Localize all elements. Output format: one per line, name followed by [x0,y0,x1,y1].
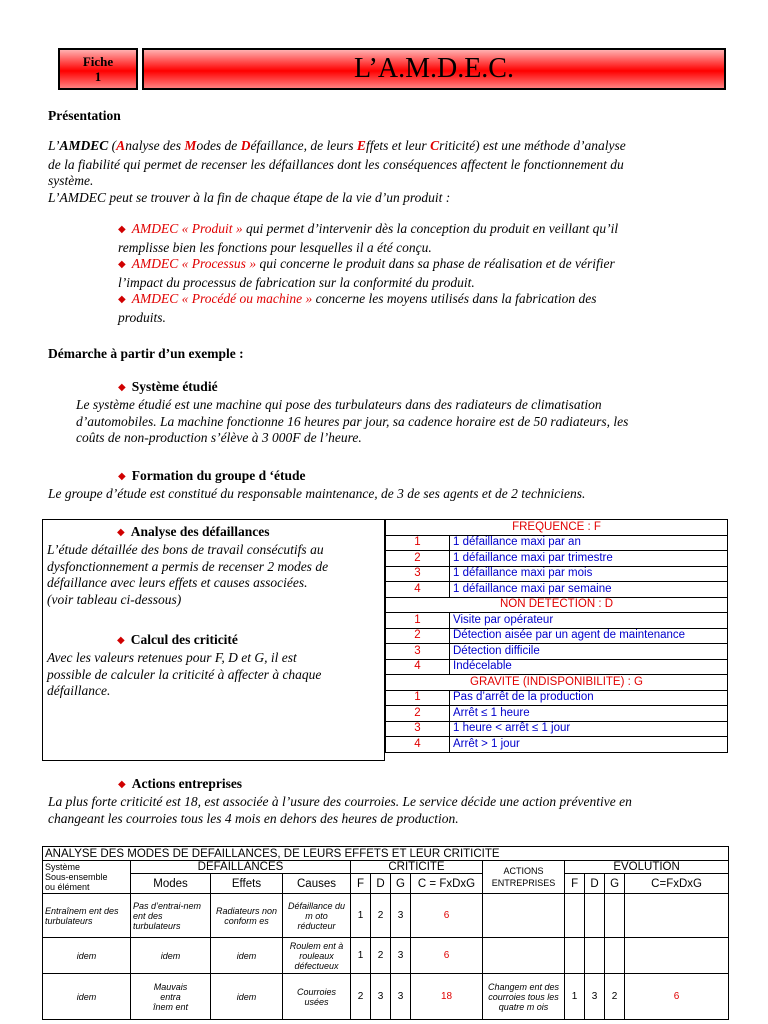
diamond-bullet-icon: ◆ [118,382,126,393]
table-row: idem Mauvais entra înem ent idem Courroies usées 2 3 3 18 Changem ent des courroies tous les quatre m ois 1 3 2 6 [43,974,729,1020]
table-row: 1 Visite par opérateur [386,613,728,629]
header-c-evolution: C=FxDxG [625,874,729,894]
diamond-bullet-icon: ◆ [118,259,126,270]
systeme-paragraph: Le système étudié est une machine qui pose des turbulateurs dans des radiateurs de climatisation d’automobiles. La machine fonctionne 16 heures par jour, sa cadence horaire est de 50 radiateurs, les coûts de non-production s’élève à 3 000F de l’heure. [76,397,629,445]
table-row: 1 Pas d’arrêt de la production [386,690,728,706]
diamond-bullet-icon: ◆ [118,294,126,305]
list-item: ◆ AMDEC « Produit » qui permet d’intervenir dès la conception du produit en veillant qu’il [118,221,619,236]
amdec-types-list: ◆ AMDEC « Produit » qui permet d’intervenir dès la conception du produit en veillant qu’il remplisse bien les fonctions pour lesquelles il a été conçu. ◆ AMDEC « Processus » qui concerne le produit dans sa phase de réalisation et de vérifier l’impact du processus de fabrication sur la conformité du produit. ◆ AMDEC « Procédé ou machine » concerne les moyens utilisés dans la fabrication des produits. [118,221,728,326]
analysis-box [42,519,385,761]
table-row: 4 Arrêt > 1 jour [386,737,728,753]
header-effets: Effets [211,874,283,894]
section-heading-presentation: Présentation [48,108,121,123]
header-causes: Causes [283,874,351,894]
fiche-label: Fiche [82,54,114,69]
page-title: L’A.M.D.E.C. [142,48,726,90]
subheading-systeme: ◆ Système étudié [118,379,218,394]
subheading-actions: ◆ Actions entreprises [118,776,243,791]
header-defaillances: DEFAILLANCES [131,861,351,874]
diamond-bullet-icon: ◆ [118,779,126,790]
diamond-bullet-icon: ◆ [117,635,125,646]
fiche-label-box [58,48,138,90]
fiche-number: 1 [94,69,102,84]
header-g-evolution: G [605,874,625,894]
table-row: 2 1 défaillance maxi par trimestre [386,551,728,567]
diamond-bullet-icon: ◆ [117,527,125,538]
groupe-paragraph: Le groupe d’étude est constitué du responsable maintenance, de 3 de ses agents et de 2 techniciens. [48,486,586,501]
presentation-paragraph: L’AMDEC (Analyse des Modes de Défaillance, de leurs Effets et leur Criticité) est une méthode d’analyse de la fiabilité qui permet de recenser les défaillances dont les conséquences affectent le fonctionnement du système. L’AMDEC peut se trouver à la fin de chaque étape de la vie d’un produit : [48,138,626,205]
table-row: 4 1 défaillance maxi par semaine [386,582,728,598]
calcul-paragraph: Avec les valeurs retenues pour F, D et G, il est possible de calculer la criticité à affecter à chaque défaillance. [47,650,322,698]
header-d: D [371,874,391,894]
table-row: 3 1 heure < arrêt ≤ 1 jour [386,721,728,737]
header-g: G [391,874,411,894]
table-row: 4 Indécelable [386,659,728,675]
section-heading-demarche: Démarche à partir d’un exemple : [48,346,244,361]
header-evolution: EVOLUTION [565,861,729,874]
amdec-table-title: ANALYSE DES MODES DE DEFAILLANCES, DE LEURS EFFETS ET LEUR CRITICITE [43,847,565,861]
actions-paragraph: La plus forte criticité est 18, est associée à l’usure des courroies. Le service décide une action préventive en changeant les courroies tous les 4 mois en dehors des heures de production. [48,794,632,826]
list-item: ◆ AMDEC « Processus » qui concerne le produit dans sa phase de réalisation et de vérifier [118,256,615,271]
analyse-paragraph: L’étude détaillée des bons de travail consécutifs au dysfonctionnement a permis de recenser 2 modes de défaillance avec leurs effets et causes associées. (voir tableau ci-dessous) [47,542,329,607]
diamond-bullet-icon: ◆ [118,224,126,235]
table-row: 2 Détection aisée par un agent de maintenance [386,628,728,644]
header-c: C = FxDxG [411,874,483,894]
subheading-calcul: ◆ Calcul des criticité [117,632,238,647]
table-row: 3 Détection difficile [386,644,728,660]
table-row: 3 1 défaillance maxi par mois [386,566,728,582]
frequency-title: FREQUENCE : F [386,520,728,536]
non-detection-title: NON DETECTION : D [386,597,728,613]
table-row: Entraînem ent des turbulateurs Pas d’entrai-nem ent des turbulateurs Radiateurs non conform es Défaillance du m oto réducteur 1 2 3 6 [43,894,729,938]
amdec-table [42,846,729,1020]
header-modes: Modes [131,874,211,894]
table-row: 1 1 défaillance maxi par an [386,535,728,551]
rating-grid [385,519,728,753]
gravity-title: GRAVITE (INDISPONIBILITE) : G [386,675,728,691]
diamond-bullet-icon: ◆ [118,471,126,482]
table-row: idem idem idem Roulem ent à rouleaux défectueux 1 2 3 6 [43,938,729,974]
header-d-evolution: D [585,874,605,894]
header-f: F [351,874,371,894]
subheading-groupe: ◆ Formation du groupe d ‘étude [118,468,306,483]
header-systeme: Système Sous-ensemble ou élément [43,861,131,894]
table-row: 2 Arrêt ≤ 1 heure [386,706,728,722]
list-item: ◆ AMDEC « Procédé ou machine » concerne les moyens utilisés dans la fabrication des [118,291,597,306]
header-actions: ACTIONS ENTREPRISES [483,861,565,894]
header-criticite: CRITICITE [351,861,483,874]
header-f-evolution: F [565,874,585,894]
subheading-analyse: ◆ Analyse des défaillances [117,524,270,539]
